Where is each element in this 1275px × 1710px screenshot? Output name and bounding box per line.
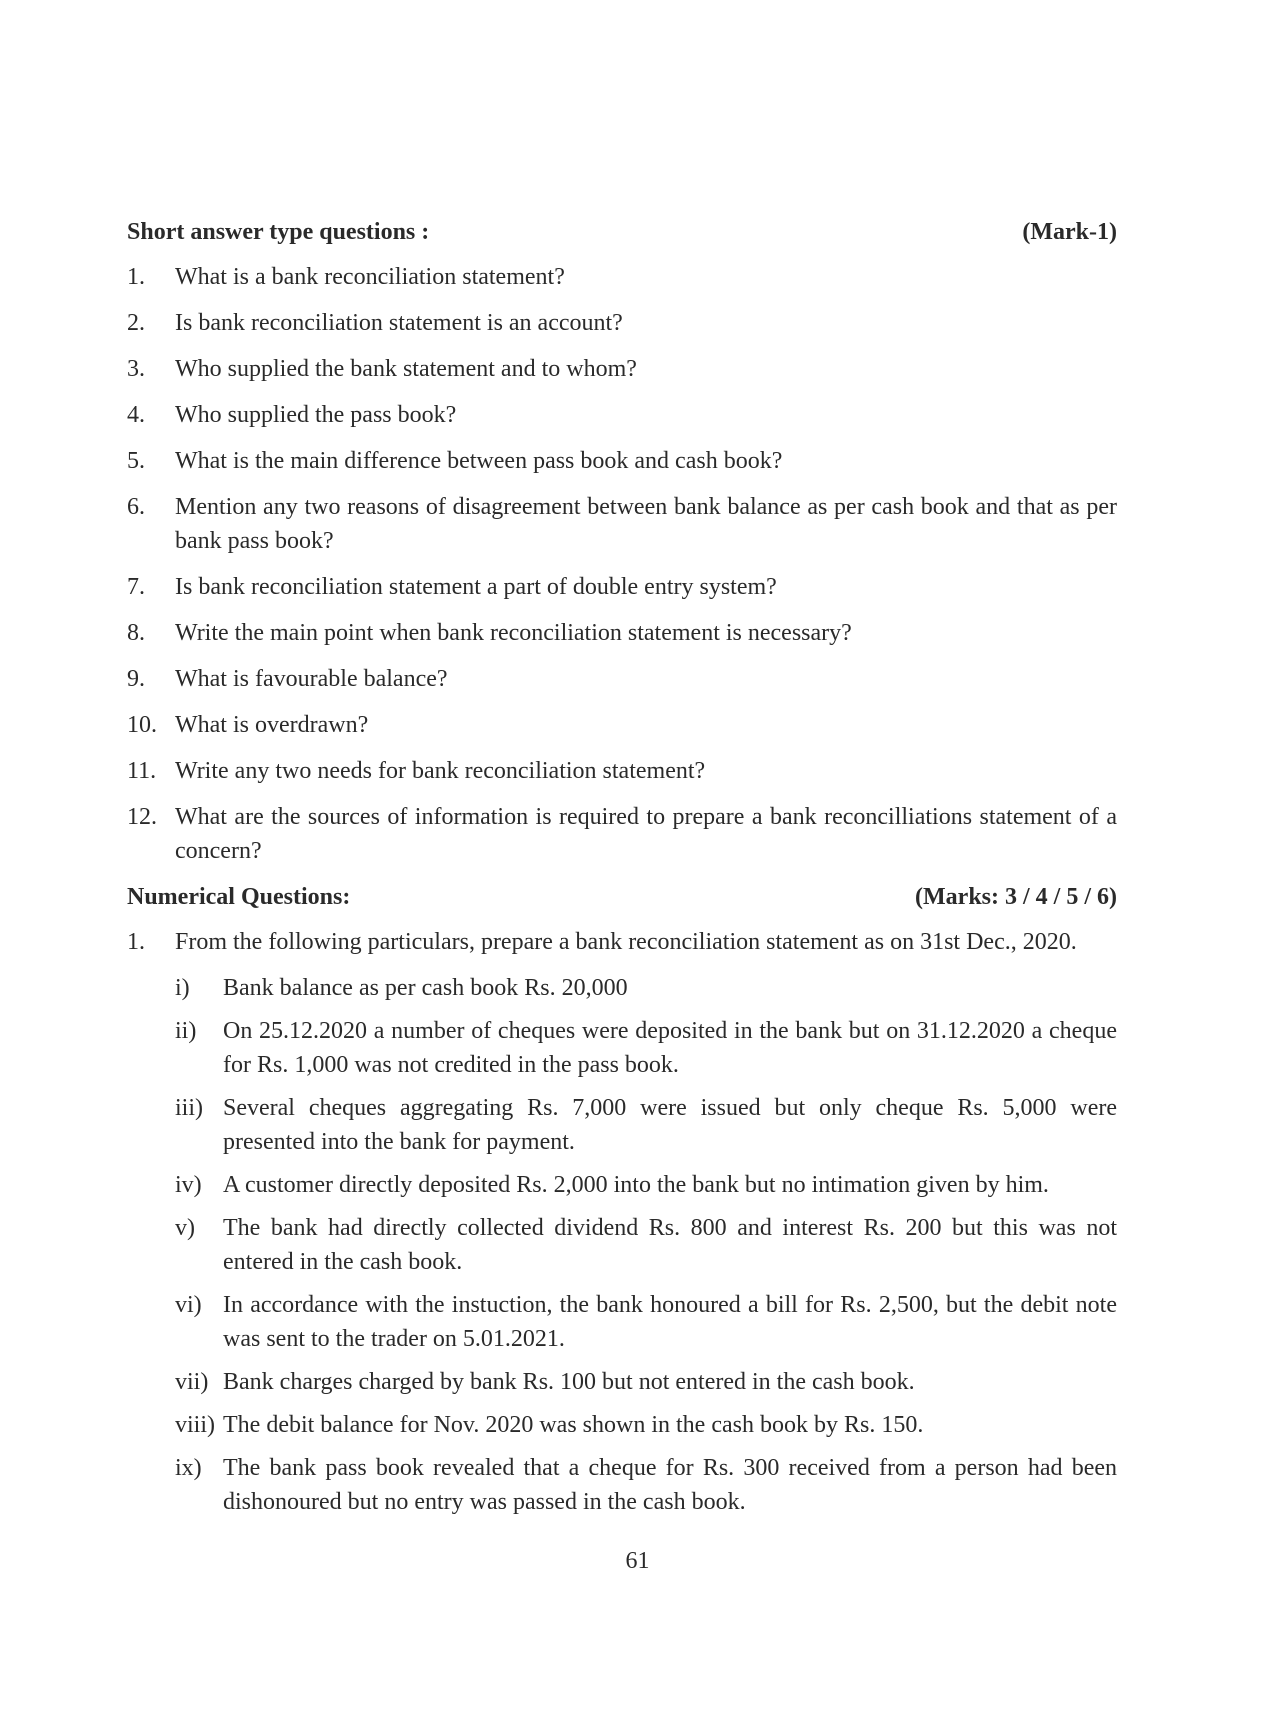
- particular-item: [175, 1168, 1117, 1202]
- question-number: 8.: [127, 620, 145, 646]
- short-question-4: [127, 398, 1117, 432]
- question-number: 12.: [127, 804, 157, 830]
- short-answer-question-list: [127, 260, 1117, 868]
- page-number: 61: [625, 1548, 650, 1574]
- page-content: [127, 215, 1117, 1528]
- particular-item: [175, 1365, 1117, 1399]
- particular-item: [175, 1014, 1117, 1082]
- question-number: 10.: [127, 712, 157, 738]
- short-question-10: [127, 708, 1117, 742]
- short-answer-header: [127, 215, 1117, 249]
- question-text: Who supplied the bank statement and to whom?: [175, 356, 637, 382]
- particular-number: v): [175, 1215, 195, 1241]
- particular-item: [175, 1408, 1117, 1442]
- short-question-8: [127, 616, 1117, 650]
- particular-item: [175, 1091, 1117, 1159]
- question-number: 7.: [127, 574, 145, 600]
- short-question-12: [127, 800, 1117, 868]
- short-question-7: [127, 570, 1117, 604]
- short-question-1: [127, 260, 1117, 294]
- particular-text: Bank balance as per cash book Rs. 20,000: [223, 975, 628, 1001]
- particular-number: vii): [175, 1369, 209, 1395]
- question-number: 4.: [127, 402, 145, 428]
- question-text: Is bank reconciliation statement is an account?: [175, 310, 623, 336]
- particular-text: In accordance with the instuction, the bank honoured a bill for Rs. 2,500, but the debit note was sent to the trader on 5.01.2021.: [223, 1292, 1117, 1352]
- particular-text: The bank pass book revealed that a cheque for Rs. 300 received from a person had been dishonoured but no entry was passed in the cash book.: [223, 1455, 1117, 1515]
- particular-item: [175, 971, 1117, 1005]
- particular-text: The bank had directly collected dividend Rs. 800 and interest Rs. 200 but this was not entered in the cash book.: [223, 1215, 1117, 1275]
- particular-number: ii): [175, 1018, 197, 1044]
- particular-text: On 25.12.2020 a number of cheques were deposited in the bank but on 31.12.2020 a cheque for Rs. 1,000 was not credited in the pass book.: [223, 1018, 1117, 1078]
- particular-item: [175, 1211, 1117, 1279]
- short-answer-marks: (Mark-1): [1022, 219, 1117, 245]
- particular-text: Bank charges charged by bank Rs. 100 but not entered in the cash book.: [223, 1369, 915, 1395]
- question-number: 5.: [127, 448, 145, 474]
- particular-number: iii): [175, 1095, 203, 1121]
- short-answer-heading: Short answer type questions :: [127, 219, 430, 245]
- question-number: 1.: [127, 929, 145, 955]
- particular-text: The debit balance for Nov. 2020 was shown in the cash book by Rs. 150.: [223, 1412, 924, 1438]
- particular-number: vi): [175, 1292, 202, 1318]
- question-number: 6.: [127, 494, 145, 520]
- particular-number: viii): [175, 1412, 215, 1438]
- particular-number: iv): [175, 1172, 202, 1198]
- question-text: What is the main difference between pass book and cash book?: [175, 448, 783, 474]
- numerical-question-1: [127, 925, 1117, 959]
- question-text: Write the main point when bank reconciliation statement is necessary?: [175, 620, 852, 646]
- particular-item: [175, 1451, 1117, 1519]
- question-text: What is a bank reconciliation statement?: [175, 264, 565, 290]
- particular-number: ix): [175, 1455, 202, 1481]
- numerical-header: [127, 880, 1117, 914]
- question-text: What are the sources of information is required to prepare a bank reconcilliations statement of a concern?: [175, 804, 1117, 864]
- short-question-2: [127, 306, 1117, 340]
- question-text: What is favourable balance?: [175, 666, 448, 692]
- short-question-11: [127, 754, 1117, 788]
- question-number: 11.: [127, 758, 157, 784]
- numerical-marks: (Marks: 3 / 4 / 5 / 6): [915, 884, 1117, 910]
- question-text: Who supplied the pass book?: [175, 402, 457, 428]
- numerical-heading: Numerical Questions:: [127, 884, 351, 910]
- short-question-5: [127, 444, 1117, 478]
- particular-text: Several cheques aggregating Rs. 7,000 were issued but only cheque Rs. 5,000 were presented into the bank for payment.: [223, 1095, 1117, 1155]
- short-question-9: [127, 662, 1117, 696]
- particular-item: [175, 1288, 1117, 1356]
- question-text: Mention any two reasons of disagreement between bank balance as per cash book and that as per bank pass book?: [175, 494, 1117, 554]
- short-question-6: [127, 490, 1117, 558]
- question-text: Is bank reconciliation statement a part of double entry system?: [175, 574, 777, 600]
- question-text: Write any two needs for bank reconciliation statement?: [175, 758, 706, 784]
- question-text: What is overdrawn?: [175, 712, 369, 738]
- short-question-3: [127, 352, 1117, 386]
- question-text: From the following particulars, prepare a bank reconciliation statement as on 31st Dec., 2020.: [175, 929, 1077, 955]
- question-number: 1.: [127, 264, 145, 290]
- question-number: 2.: [127, 310, 145, 336]
- particular-text: A customer directly deposited Rs. 2,000 into the bank but no intimation given by him.: [223, 1172, 1049, 1198]
- particular-number: i): [175, 975, 190, 1001]
- numerical-particulars-list: [175, 971, 1117, 1519]
- question-number: 9.: [127, 666, 145, 692]
- question-number: 3.: [127, 356, 145, 382]
